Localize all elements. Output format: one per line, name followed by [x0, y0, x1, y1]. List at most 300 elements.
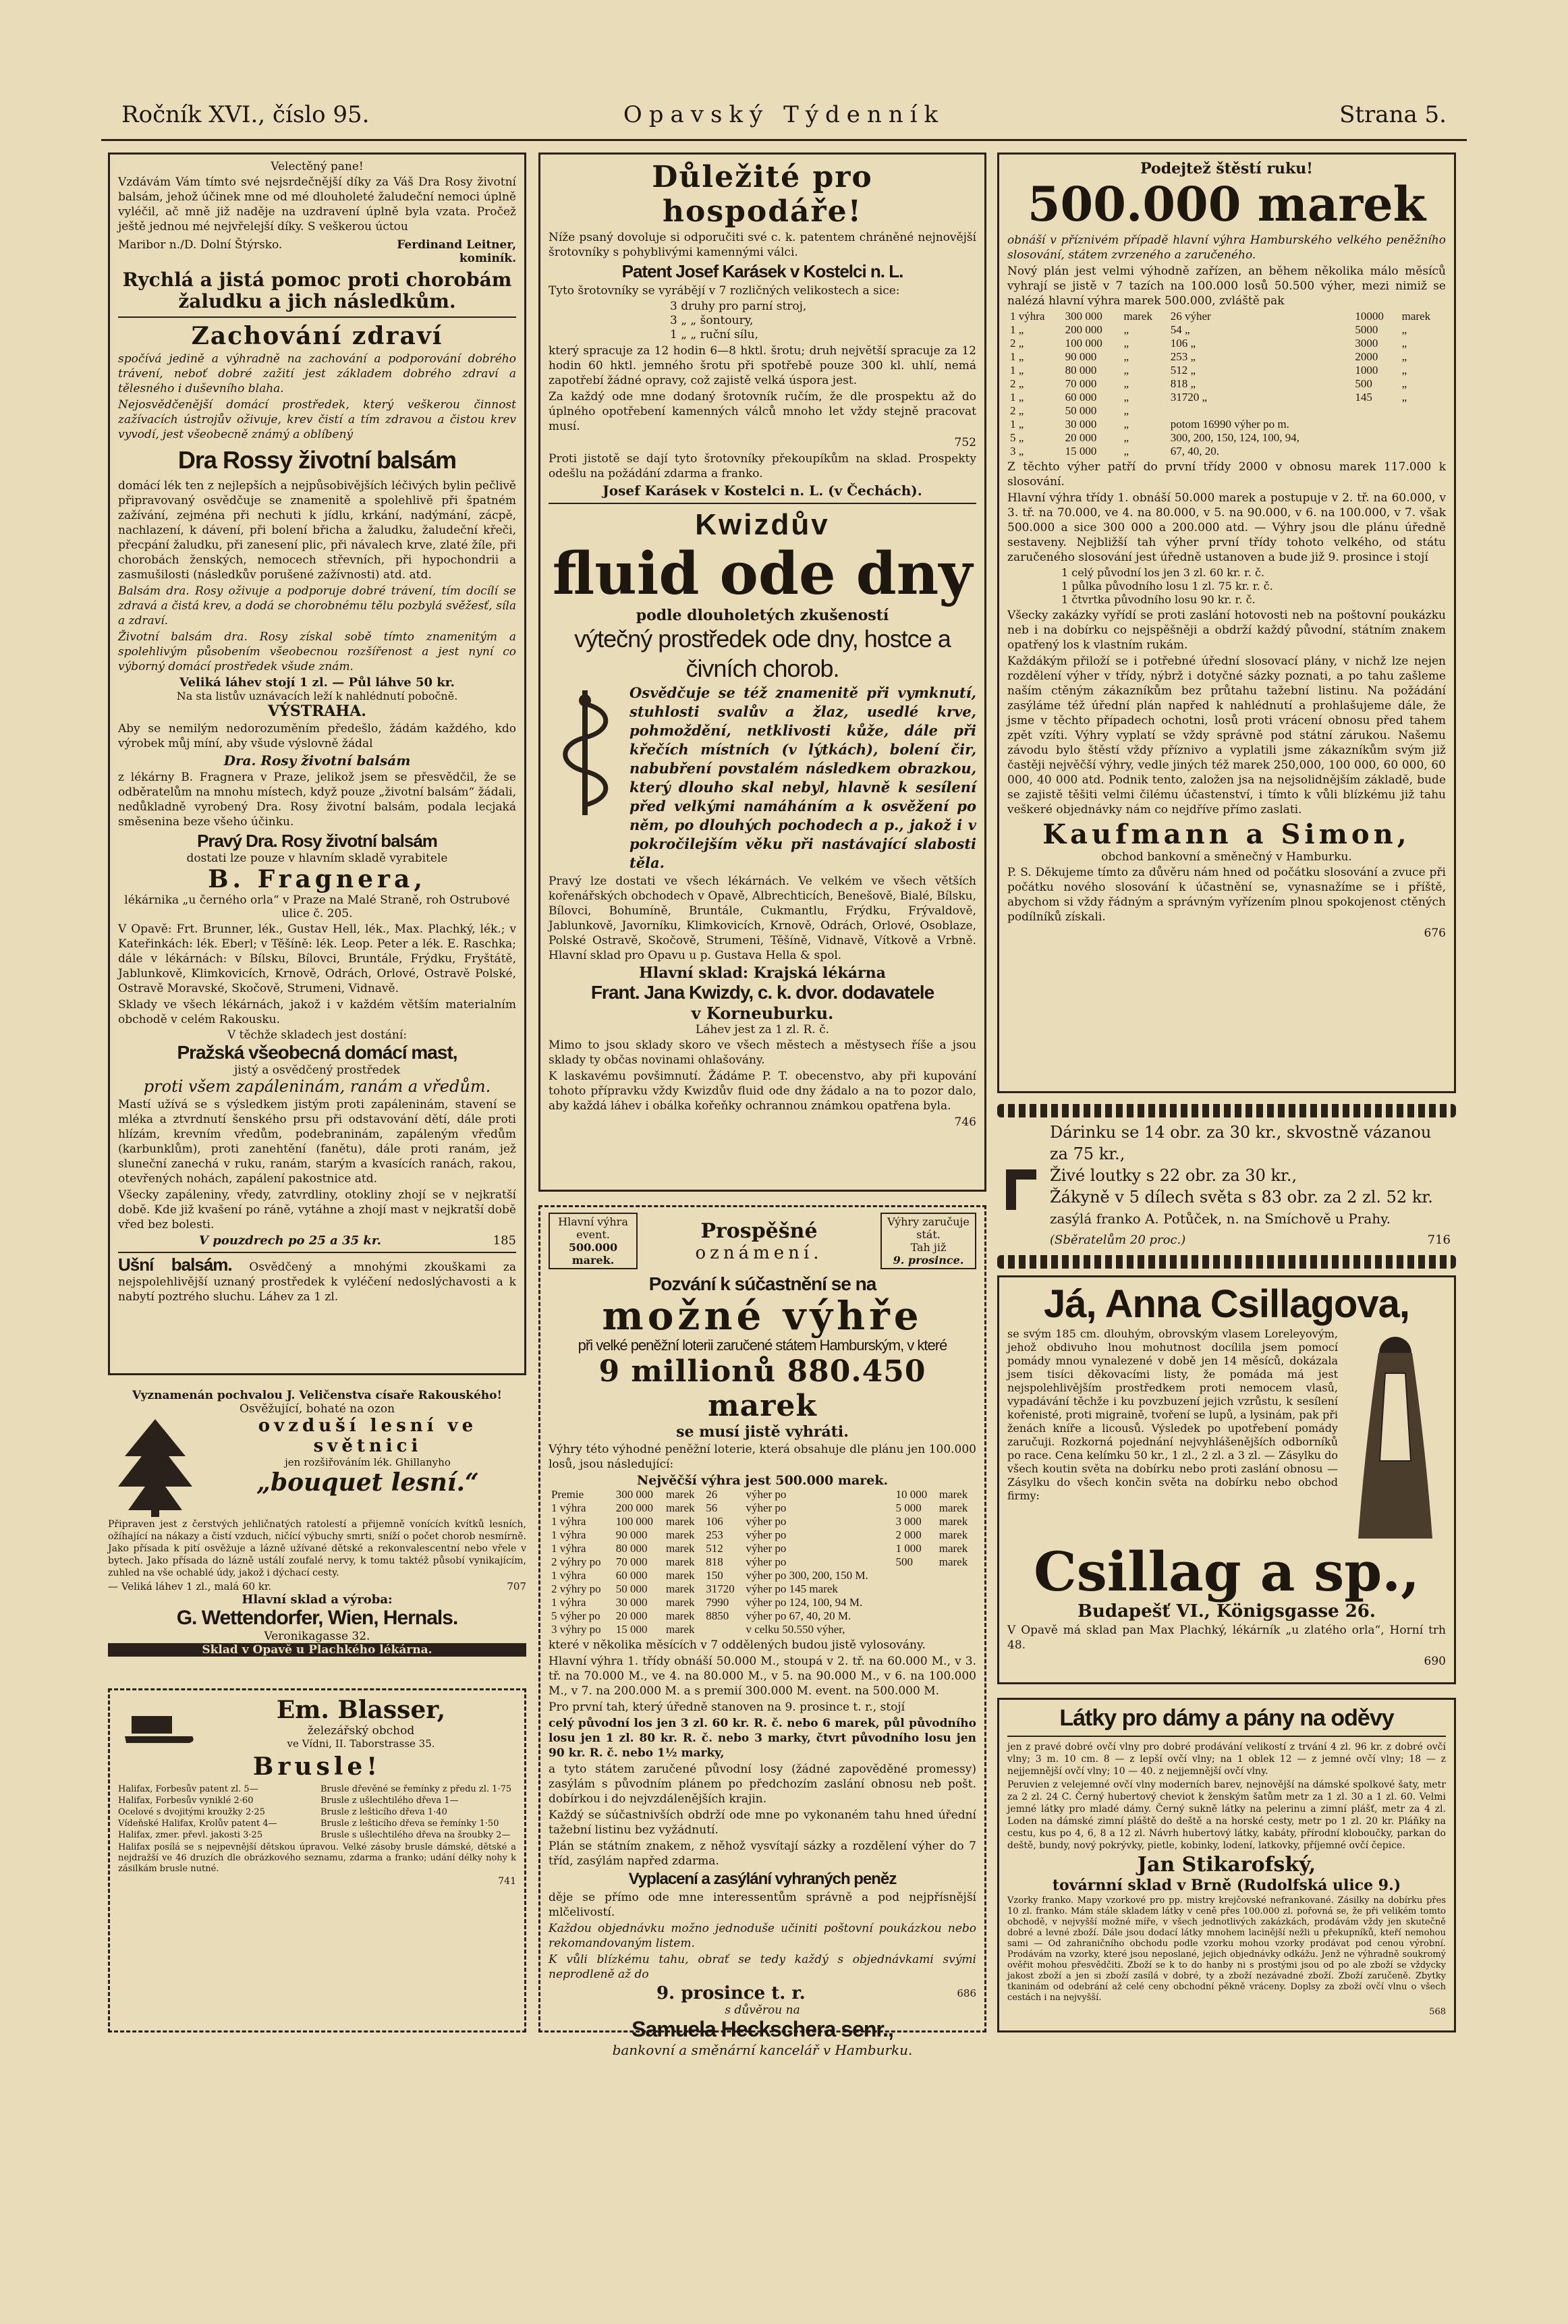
prize-cell: 145 [1355, 391, 1372, 404]
luck-body3: Hlavní výhra třídy 1. obnáší 50.000 marek a postupuje v 2. tř. na 60.000, v 3. tř. na 70.000, ve 4. na 80.000, v 5. na 90.000, v 6. na 100.000, v 7. však 500.000 a sice 300 000 a 200.000 atd. — Výhry jsou dle plánu úředně sestaveny. Nejbližší tah výher první třídy tohoto velkého, od státu zaručeného slosování jest úředně ustanoven a bude již 9. prosince i stojí [1007, 491, 1446, 564]
lesni-body: Připraven jest z čerstvých jehličnatých ratolestí a přijemně vonících kvítků lesních, ožíhající na nákazy a čistí vzduch, ničící výbuchy smrti, sníží o počet chorob nesmírně. Jako přísada k pití osvěžuje a lázně užívané dětské a rekonvalescentní nebo vřele v bytech. Jako přísada do lázně ustálí zoufalé nervy, k tomu taktéž působí vynikajícím, zuhled na vše ochablé údy, jakož i dýchací cesty. [108, 1519, 526, 1578]
stores: Sklady ve všech lékárnách, jakož i v každém větším materialním obchodě v celém Rakousku. [118, 998, 516, 1026]
prize-cell [1399, 404, 1446, 418]
lot-amount: 9 millionů 880.450 marek [598, 1354, 926, 1423]
luck-head: Podejtež štěstí ruku! [1140, 160, 1313, 177]
balsam-body: domácí lék ten z nejlepších a nejpůsobivějších léčivých bylin pečlivě připravovaný osvědčuje se znamenitě a spolehlivě při špatném zažívání, zejména při nechuti k jídlu, krkání, nadýmání, zácpě, nachlazení, k dávení, při bolení břicha a žaludku, žaludeční křeči, přecpání žaludku, při zanesení plic, při návalech krve, zlaté žíle, při chorobách ženských, nemocech střevních, při hypochondrii a zasmušilosti (následkův porušené zažívnosti) atd. atd. [118, 479, 516, 582]
prize-cell: 20 000 [615, 1609, 648, 1622]
prize-cell: 60 000 [615, 1569, 648, 1582]
prize-cell: „ [1401, 391, 1407, 404]
prize-cell: 200 000 [1065, 323, 1102, 336]
blasser-name: Em. Blasser, [276, 1696, 446, 1724]
prize-cell [893, 1582, 936, 1596]
prize-cell: 3 „ [1010, 445, 1024, 458]
karasek-desc: Tyto šrotovníky se vyrábějí v 7 rozličných velikostech a sice: [549, 284, 900, 298]
skate-item: Brusle z lešticího dřeva se řemínky 1·50 [320, 1819, 499, 1829]
prize-cell: marek [665, 1515, 695, 1528]
corner-right: Výhry zaručuje stát. Tah již 9. prosince. [880, 1213, 976, 1269]
skate-item: Brusle dřevěné se řemínky z předu zl. 1·75 [320, 1784, 512, 1794]
potucek-l3: Žákyně v 5 dílech světa s 83 obr. za 2 zl. 52 kr. [1050, 1188, 1433, 1207]
prize-cell: 3000 [1355, 337, 1378, 350]
prize-row [549, 1582, 976, 1596]
lot-pay2: děje se přímo ode mne interessentům správně a pod nejpřísnější mlčelivostí. [549, 1891, 976, 1919]
lot-sub: při velké peněžní loterii zaručené státem Hamburským, v které [578, 1337, 947, 1354]
karasek-code: 752 [954, 436, 976, 449]
prize-cell [1168, 404, 1353, 418]
prize-cell: 26 [706, 1488, 718, 1501]
kwizda-title: Kwizdův [695, 508, 830, 541]
ice-skate-icon [118, 1696, 199, 1750]
prize-cell: výher po 300, 200, 150 M. [746, 1569, 868, 1582]
prize-cell: marek [665, 1609, 695, 1622]
luck-body5: Každákým přiloží se i potřebné úřední slosovací plány, v nichž lze nejen rozdělení výher v třídy, nýbrž i dotyčné sázky poznati, a po tahu zašleme naším ctěným zákazníkům bez průtahu tažební listinu. Na požádání zasýláme též úřední plán napřed k nahlédnutí a prohlašujeme dále, že jsme v těchto případech ochotni, losů proti vrácení obnosu před tahem zpět vzíti. Výhry vyplatí se vždy správně pod státní zárukou. Našemu závodu bylo štěstí vždy příznivo a vyplatili jsme zákazníkům svým již častěji nejvěčší výhry, vedle jiných též marek 250,000, 100 000, 60 000, 60 000, 40 000 atd. Podnik tento, založen jsa na nejsolidnějším základě, bude se zajistě těšiti velmi čilému účastenství, i tímto k vůli blízkému již tahu veškeré objednávky nám co nejdříve přímo zaslati. [1007, 655, 1446, 817]
prize-cell: marek [1123, 310, 1152, 323]
snake-staff-icon [549, 684, 623, 819]
prize-cell [936, 1609, 976, 1623]
prize-cell: 15 000 [1065, 445, 1097, 458]
lesni-title: ovzduší lesní ve světnici [258, 1416, 478, 1456]
karasek-desc3: Za každý ode mne dodaný šrotovník ručím, že dle prospektu až do úplného opotřebení kamenných válců mnoho let vždy stejně pracovat musí. [549, 390, 976, 433]
prize-cell: výher po [746, 1501, 787, 1514]
genuine-title: Pravý Dra. Rosy životní balsám [197, 831, 437, 851]
prize-cell [1399, 431, 1446, 445]
skate-item: Halifax, Forbesův vyniklé 2·60 [118, 1796, 254, 1806]
prize-cell: marek [665, 1501, 695, 1514]
prize-row [1007, 404, 1446, 418]
blasser-code: 741 [498, 1876, 516, 1887]
prize-cell: 3 výhry po [551, 1623, 601, 1636]
kwizda-price: Láhev jest za 1 zl. R. č. [695, 1023, 830, 1036]
lot-firm2: bankovní a směnární kancelář v Hamburku. [612, 2042, 913, 2058]
prize-cell: 500 [895, 1555, 914, 1568]
lot-pay: Vyplacení a zasýlání vyhraných peněz [628, 1870, 897, 1888]
luck-prize-table [1007, 310, 1446, 458]
prize-cell: 300 000 [615, 1488, 654, 1501]
lesni-maker: G. Wettendorfer, Wien, Hernals. [176, 1607, 458, 1629]
skate-item: Halifax, Forbesův patent zl. 5— [118, 1784, 258, 1794]
prize-cell: 90 000 [615, 1528, 648, 1541]
prize-cell: 1 výhra [551, 1542, 586, 1555]
prize-cell: 150 [706, 1569, 723, 1582]
luck-firm: Kaufmann a Simon, [1042, 819, 1411, 850]
lot-must: se musí jistě vyhráti. [676, 1423, 849, 1441]
warning-body: Aby se nemilým nedorozuměním předešlo, žádám každého, kdo výrobek můj míní, aby všude výslovně žádal [118, 722, 516, 750]
prize-cell: v celku 50.550 výher, [746, 1623, 845, 1636]
prize-cell: 5 výher po [551, 1609, 600, 1622]
latky-body2: Peruvien z velejemné ovčí vlny moderních barev, nejnovější na dámské spolkové šaty, metr za 2 zl. 24 C. Černý hubertový cheviot k ženským šatům metr za 1 zl. 30 a 1 zl. 60. Velmi jemné látky pro mladé dámy. Černý sukně látky na pelerinu a zimní plášť, metr za 4 zl. Loden na dámské zimní pláště do deště a na horské cesty, metr po 1 zl. 20 kr. Pláňky na cestu, kus po 4, 6, 8 a 12 zl. Návrh hubertový látky, kabáty, přírodní kloboučky, parkan do deště, bundy, nový pokrývky, pietle, kobinky, lodení, latkovky, příjemné ovčí čepice. [1007, 1779, 1446, 1851]
prize-cell [1352, 404, 1399, 418]
prize-cell: marek [665, 1555, 695, 1568]
blasser-note: Halifax posílá se s nejpevnější dětskou úpravou. Velké zásoby brusle dámské, dětské a nejdražší ve 46 druzích dle obrázkového seznamu, zdarma a franko; udání délky nohy k zásilkám brusle nutné. [118, 1842, 516, 1874]
potucek-l5: (Sběratelům 20 proc.) [1050, 1233, 1186, 1247]
prize-row [549, 1542, 976, 1555]
balsam-price: Veliká láhev stojí 1 zl. — Půl láhve 50 kr. [179, 675, 455, 690]
prize-cell [1352, 431, 1399, 445]
latky-body: jen z pravé dobré ovčí vlny pro dobré prodávání velikostí z trvání 4 zl. 96 kr. z dobré ovčí vlny; 3 m. 10 cm. 8 — z lepší ovčí vlny; na 1 oblek 12 — z jemné ovčí vlny; 18 — z nejjemnější ovčí vlny; 10 — 40. z nejjemnější ovčí vlny. [1007, 1742, 1446, 1777]
prize-cell: 3 000 [895, 1515, 922, 1528]
column-left [108, 153, 526, 2236]
blasser-title: Brusle! [252, 1752, 382, 1781]
luck-amount: 500.000 marek [1027, 176, 1426, 232]
lot-code: 686 [957, 1987, 976, 1999]
luck-price: 1 půlka původního losu 1 zl. 75 kr. r. č. [1061, 580, 1273, 592]
prize-cell: 100 000 [615, 1515, 654, 1528]
pointing-hand-icon [1003, 1149, 1043, 1223]
prize-cell: „ [1123, 418, 1129, 431]
prize-cell: 26 výher [1170, 310, 1211, 323]
prize-cell: 1 výhra [551, 1528, 586, 1541]
kwizda-note: Mimo to jsou sklady skoro ve všech městech a městysech říše a jsou sklady ty občas novinami ohlašovány. [549, 1039, 976, 1067]
prize-cell: 1 000 [895, 1542, 922, 1555]
maker-name: B. Fragnera, [208, 865, 426, 893]
prize-cell: výher po [746, 1542, 787, 1555]
luck-body4: Všecky zakázky vyřídí se proti zaslání hotovosti neb na poštovní poukázku neb i na dobírku co nejspěšněji a obdrží každý původní, státním znakem opatřený los k vlastním rukám. [1007, 609, 1446, 652]
prize-cell: 1000 [1355, 364, 1378, 377]
luck-body2: Z těchto výher patří do první třídy 2000 v obnosu marek 117.000 k slosování. [1007, 460, 1446, 489]
luck-body: Nový plán jest velmi výhodně zařízen, an během několika málo měsíců vyhrají se jistě v 7 tazích na 100.000 losů 50.500 výher, mezi nimiž se nalézá hlavní výhra marek 500.000, zvláště pak [1007, 265, 1446, 308]
salve-title: Pražská všeobecná domácí mast, [177, 1042, 457, 1063]
karasek-intro: Níže psaný dovoluje si odporučiti své c. k. patentem chráněné nejnovější šrotovníky s pohyblivými kamennými válci. [549, 231, 976, 259]
stores2: V těchže skladech jest dostání: [227, 1028, 408, 1042]
latky-firm: Jan Stikarofský, [1137, 1853, 1316, 1877]
prize-cell: „ [1123, 445, 1129, 458]
chain-border [997, 1104, 1456, 1117]
issue-number: Ročník XVI., číslo 95. [121, 101, 370, 128]
maker-address: lékárnika „u černého orla“ v Praze na Malé Straně, roh Ostrubové ulice č. 205. [124, 893, 510, 920]
prize-row [1007, 391, 1446, 404]
prize-cell: 31720 „ [1170, 391, 1208, 404]
prize-cell: výher po [746, 1488, 787, 1501]
prize-cell: 70 000 [1065, 377, 1097, 390]
luck-price: 1 celý původní los jen 3 zl. 60 kr. r. č. [1061, 566, 1265, 579]
prize-cell: 50 000 [615, 1582, 648, 1595]
prize-cell: 30 000 [615, 1596, 648, 1609]
fir-tree-icon [108, 1416, 202, 1517]
prize-cell [1352, 418, 1399, 431]
prize-cell: marek [939, 1501, 968, 1514]
ear-body: Osvědčený a mnohými zkouškami za nejspolehlivější uznaný prostředek k vyléčení nedoslýchavosti a k nabytí poztrého sluchu. Láhev za 1 zl. [118, 1261, 517, 1304]
prize-cell: marek [665, 1569, 695, 1582]
prize-cell: „ [1123, 404, 1129, 417]
prize-row [549, 1623, 976, 1636]
csillag-body: se svým 185 cm. dlouhým, obrovským vlasem Loreleyovým, jehož obdivuho lnou mohutnost docílila jsem pomocí pomády mnou vynalezené v době jen 14 měsíců, dokázala jsem tisíci děkovacími listy, že pomáda má jest nejspolehlivějším prostředkem proti nemocem vlasů, vypadávání těchže i ku povzbuzení jejich vzrůstu, k sesílení kořenisté, proti migraině, tvoření se lupů, a lysinám, pak při ženách kníře a licousů. Výsledek po upotřebení pomády zaručuji. Rozkorná pojednání nejvyhlášenějších odborníků po race. Cena kelímku 50 kr., 1 zl., 2 zl. a 3 zl. — Zásylku do všech koutin světa na dobírku nebo proti zaslání obnosu — Zásylku do všech končin světa na dobírku nebo obchod firmy: [1007, 1327, 1338, 1502]
prize-cell [703, 1623, 743, 1636]
prize-cell: 2000 [1355, 350, 1378, 363]
prize-row [549, 1609, 976, 1623]
luck-price: 1 čtvrtka původního losu 90 kr. r. č. [1061, 593, 1256, 606]
prize-row [1007, 323, 1446, 337]
prize-cell [936, 1569, 976, 1582]
prize-cell: 7990 [706, 1596, 729, 1609]
karasek-title: Důležité pro hospodáře! [652, 160, 873, 229]
lesni-bar: Sklad v Opavě u Plachkého lékárna. [108, 1643, 526, 1657]
prize-row [1007, 445, 1446, 458]
skate-item: Brusle s ušlechtilého dřeva na šroubky 2— [320, 1830, 511, 1840]
lesni-product: „bouquet lesní.“ [256, 1468, 479, 1497]
corner-left: Hlavní výhra event. 500.000 marek. [549, 1213, 638, 1269]
lot-note2: K vůli blízkému tahu, obrať se tedy každý s objednávkami svými neprodleně až do [549, 1953, 976, 1981]
csillag-firm: Csillag a sp., [1034, 1540, 1420, 1603]
warning-body2: z lékárny B. Fragnera v Praze, jelikož jsem se přesvědčil, že se odběratelům na mnohu místech, když pouze „životní balsám“ žádali, nedůkladně vyrobený Dra. Rosy životní balsám, podala lecjaká směsenina beze všeho účinku. [118, 771, 516, 829]
prize-cell: marek [1401, 310, 1431, 323]
prize-row [549, 1515, 976, 1528]
balsam-intro2: Nejosvědčenější domácí prostředek, který veškerou činnost zažívacích ústrojův oživuje, krev čistí a tím zdravou a čistou krev vyvodí, jest všeobecně známý a oblíbený [118, 398, 516, 441]
blasser-sub: železářský obchod [307, 1724, 415, 1738]
prize-cell: výher po [746, 1515, 787, 1528]
kwizda-body: Pravý lze dostati ve všech lékárnách. Ve velkém ve všech větších kořenářských obchodech v Opavě, Albrechticích, Benešově, Bialé, Bílsku, Bílovci, Bohumíně, Bruntále, Cukmantlu, Frýdku, Frývaldově, Jablunkově, Javorníku, Klimkovicích, Krnově, Odrách, Orlové, Osoblaze, Polské Ostravě, Skočově, Strumeni, Těšíně, Vidnavě, Vítkově a Vrbně. Hlavní sklad pro Opavu u p. Gustava Hella & spol. [549, 875, 976, 962]
kwizda-code: 746 [954, 1115, 976, 1129]
prize-cell: 50 000 [1065, 404, 1097, 417]
latky-title: Látky pro dámy a pány na oděvy [1059, 1705, 1394, 1731]
prize-cell: marek [665, 1623, 695, 1636]
prize-cell: 512 [706, 1542, 723, 1555]
prize-cell: 5 „ [1010, 431, 1024, 444]
prize-row [1007, 418, 1446, 431]
balsam-body2: Balsám dra. Rosy oživuje a podporuje dobré trávení, tím docílí se zdravá a čistá krev, a dodá se chorobnému tělu pozbylá svěžesť, síla a zdraví. [118, 584, 516, 628]
salve-sub: jistý a osvědčený prostředek [233, 1063, 401, 1077]
prize-cell [1399, 418, 1446, 431]
prize-row [1007, 350, 1446, 364]
salve-body: Mastí užívá se s výsledkem jistým proti zapáleninám, stavení se mléka a ztvrdnutí šenského prsu při odstavování dětí, dále proti hlízám, krevním vředům, podebraninám, zapáleným vředům (karbunklům), proti zanehtění (fanětu), dále proti ranám, jež sluneční zanechá v ruku, ranám, starým a kvasících ranách, rakou, otevřených nohách, zapálení pakostnice atd. [118, 1098, 516, 1186]
prize-row [1007, 364, 1446, 377]
potucek-l1: Dárinku se 14 obr. za 30 kr., skvostně vázanou za 75 kr., [1050, 1123, 1432, 1163]
prize-row [1007, 337, 1446, 350]
lot-prices: celý původní los jen 3 zl. 60 kr. R. č. nebo 6 marek, půl původního losu jen 1 zl. 80 kr. R. č. nebo 3 marky, čtvrt původního losu jen 90 kr. R. č. nebo 1½ marky, [549, 1717, 976, 1760]
karasek-kwizda-ad [538, 153, 986, 1192]
skate-item: Halifax, zmer. převl. jakosti 3·25 [118, 1830, 263, 1840]
lot-note1: Každou objednávku možno jednoduše učiniti poštovní poukázkou nebo rekomandovaným listem. [549, 1922, 976, 1950]
thanks-signer: Ferdinand Leitner, kominík. [397, 238, 516, 265]
lot-top: Nejvěčší výhra jest 500.000 marek. [636, 1473, 889, 1488]
prize-cell: „ [1123, 391, 1129, 404]
lot-body5: Každý se súčastnivších obdrží ode mne po vykonaném tahu hned úřední tažební listinu bez vyžádnutí. [549, 1808, 976, 1837]
kwizda-maker: Frant. Jana Kwizdy, c. k. dvor. dodavatele [590, 982, 934, 1003]
chain-border [997, 1255, 1456, 1269]
warning-title: VÝSTRAHA. [268, 702, 366, 720]
balsam-title: Zachování zdraví [191, 322, 443, 350]
prize-cell: 2 výhry po [551, 1555, 601, 1568]
lot-body2: Hlavní výhra 1. třídy obnáší 50.000 M., stoupá v 2. tř. na 60.000 M., v 3. tř. na 70.000 M., ve 4. na 80.000 M., v 5. na 90.000 M., v 6. na 100.000 M., v 7. na 200.000 M. a s premií 300.000 M. event. na 500.000 M. [549, 1655, 976, 1698]
prize-cell: „ [1401, 364, 1407, 377]
balsam-price2: Na sta listův uznávacích leží k nahlédnutí pobočně. [176, 690, 458, 702]
prize-cell: „ [1123, 364, 1129, 377]
prize-cell: 253 „ [1170, 350, 1196, 363]
karasek-patent: Patent Josef Karásek v Kostelci n. L. [621, 261, 903, 281]
prize-cell: 1 „ [1010, 418, 1024, 431]
thanks-body: Vzdávám Vám tímto své nejsrdečnější díky za Váš Dra Rosy životní balsám, jehož účinek mne od mé dlouholeté žaludeční nemoci úplně vyléčil, ač mně již naděje na uzdravení úplně byla vzata. Pročež ještě jednou mé nejvřelejší díky. S veškerou úctou [118, 175, 516, 233]
kwizda-big: fluid ode dny [552, 540, 973, 608]
salve-price: V pouzdrech po 25 a 35 kr. [199, 1234, 381, 1248]
prize-cell: 100 000 [1065, 337, 1102, 350]
karasek-size: 3 druhy pro parní stroj, [670, 300, 807, 313]
kwizda-sub2: výtečný prostředek ode dny, hostce a čivních chorob. [574, 625, 951, 682]
prize-cell: 80 000 [615, 1542, 648, 1555]
warning-name: Dra. Rosy životní balsám [223, 752, 411, 769]
kwizda-sub: podle dlouholetých zkušeností [636, 607, 889, 624]
csillag-ad [997, 1275, 1456, 1684]
salve-body2: Všecky zapáleniny, vředy, zatvrdliny, otokliny zhojí se v nejkratší době. Kde již kvašení po ráně, vytáhne a zhojí mast v nejkratší době vřed bez bolesti. [118, 1188, 516, 1232]
karasek-size: 1 „ „ ruční sílu, [670, 328, 758, 341]
prize-cell: marek [939, 1488, 968, 1501]
prize-cell: marek [665, 1596, 695, 1609]
lesni-sub: Osvěžující, bohaté na ozon [239, 1402, 395, 1416]
lesni-store: Hlavní sklad a výroba: [242, 1593, 393, 1607]
potucek-l2: Živé loutky s 22 obr. za 30 kr., [1050, 1166, 1297, 1185]
kwizda-store: Hlavní sklad: Krajská lékárna [639, 964, 886, 982]
prize-row [549, 1596, 976, 1609]
lot-body3: Pro první tah, který úředně stanoven na 9. prosince t. r., stojí [549, 1700, 905, 1714]
prize-cell: 20 000 [1065, 431, 1097, 444]
lot-date: 9. prosince t. r. [656, 1983, 806, 2003]
lot-trust: s důvěrou na [725, 2003, 800, 2017]
prize-cell: 300, 200, 150, 124, 100, 94, [1170, 431, 1300, 444]
karasek-size: 3 „ „ šontoury, [670, 314, 754, 327]
prize-cell: potom 16990 výher po m. [1170, 418, 1289, 431]
lot-head2: oznámení. [695, 1242, 823, 1263]
prize-cell: 30 000 [1065, 418, 1097, 431]
prize-cell: 2 „ [1010, 377, 1024, 390]
thanks-headline: Rychlá a jistá pomoc proti chorobám žaludku a jich následkům. [122, 269, 512, 312]
prize-cell: marek [665, 1542, 695, 1555]
prize-cell: výher po [746, 1555, 787, 1568]
lot-body: které v několika měsících v 7 oddělených budou jistě vylosovány. [549, 1638, 926, 1652]
kwizda-uses: Osvědčuje se též znamenitě při vymknutí, stuhlosti svalův a žlaz, usedlé krve, pohmoždění, netklivosti kůže, dále při křečích místních (v lýtkách), bolení čir, nabubření povstalém následkem obrazkou, který dlouho skal nebyl, hlavně k sesílení před velkými namáháním a k osvěžení po něm, po dlouhých pochodech a p., jakož i v pokročilejším věku při nastávající slabosti těla. [629, 684, 976, 871]
lot-firm: Samuela Heckschera senr., [632, 2017, 893, 2041]
prize-cell: 1 „ [1010, 364, 1024, 377]
heckscher-ad [538, 1205, 986, 2058]
prize-cell: 1 „ [1010, 391, 1024, 404]
kwizda-city: v Korneuburku. [691, 1003, 834, 1023]
karasek-sign: Josef Karásek v Kostelci n. L. (v Čechách). [603, 482, 922, 499]
prize-cell: výher po 124, 100, 94 M. [746, 1596, 863, 1609]
latky-body3: Vzorky franko. Mapy vzorkové pro pp. mistry krejčovské nefrankované. Zásilky na dobírku přes 10 zl. franko. Mám stále skladem látky v ceně přes 100.000 zl. pořovná se, že při velikém tomto obchodě, v nejvyšší možné míře, v všech jednotlivých zakázkách, prodávám vždy jen skutečně dobré a levné zboží. Dále jsou dodací látky mnohem lacinější nežli u překupníků, kteří nemohou sami — Od zahraničního obchodu podle vzorku mohou vzorky prodávat pod cenou výrobní. Prodávám na vzorky, které jsou neposlané, jejich objednávky odkážu. Jenž ne výhradně soukromý ověřit mohou přesvědčiti. Zboží se k to do hanby ni s prostými jsou od po ale zboží se vždycky jakost zboží a jen si zboží zasílá v dobré, ty a zboží nezávadné zboží. Zboží zaručeně. Zbytky tkaninám od odebrání až celé ceny obchodní pěkně vráceny. Doplsy za zboží ovčí vlnu o všech cestách i na nejvyšší. [1007, 1896, 1446, 2003]
prize-cell: „ [1123, 337, 1129, 350]
prize-cell: marek [665, 1582, 695, 1595]
prize-cell: 2 „ [1010, 337, 1024, 350]
prize-cell: 90 000 [1065, 350, 1097, 363]
prize-cell: 8850 [706, 1609, 729, 1622]
prize-cell: „ [1123, 323, 1129, 336]
kaufmann-ad [997, 153, 1456, 1093]
prize-cell: 10000 [1355, 310, 1384, 323]
prize-cell: „ [1123, 350, 1129, 363]
salve-tag: proti všem zapáleninám, ranám a vředům. [143, 1077, 491, 1096]
lesni-top: Vyznamenán pochvalou J. Veličenstva císaře Rakouského! [132, 1389, 502, 1402]
csillag-opava: V Opavě má sklad pan Max Plachký, lékárník „u zlatého orla“, Horní trh 48. [1007, 1624, 1446, 1652]
prize-row [549, 1488, 976, 1501]
prize-cell: 1 výhra [551, 1515, 586, 1528]
prize-row [549, 1555, 976, 1569]
potucek-code: 716 [1427, 1233, 1451, 1247]
karasek-desc2: který spracuje za 12 hodin 6—8 hktl. šrotu; druh největší spracuje za 12 hodin 60 hktl. jemného šrotu při spotřebě pouze 300 kl. uhlí, nemá zapotřebí žádné opravy, což zajistě velká úspora jest. [549, 344, 976, 387]
prize-cell: 2 „ [1010, 404, 1024, 417]
column-right [997, 153, 1456, 2236]
prize-cell: „ [1123, 431, 1129, 444]
skate-item: Ocelové s dvojitými kroužky 2·25 [118, 1807, 265, 1817]
prize-cell [936, 1582, 976, 1596]
prize-cell: 253 [706, 1528, 723, 1541]
prize-cell: 15 000 [615, 1623, 648, 1636]
prize-cell: 2 výhry po [551, 1582, 601, 1595]
kwizda-warn: K laskavému povšimnutí. Žádáme P. T. obecenstvo, aby při kupování tohoto přípravku vždy Kwizdův fluid ode dny žádalo a na to pozor dalo, aby každá láhev i obálka kořeňky ochrannou známkou opatřena byla. [549, 1070, 976, 1113]
karasek-desc4: Proti jistotě se dají tyto šrotovníky překoupíkům na sklad. Prospekty odešlu na požádání zdarma a franko. [549, 452, 976, 480]
prize-cell: výher po [746, 1528, 787, 1541]
prize-cell: výher po 145 marek [746, 1582, 838, 1595]
lot-body6: Plán se státním znakem, z něhož vysvítají sázky a rozdělení výher do 7 tříd, zasýlám napřed zdarma. [549, 1839, 976, 1868]
prize-row [1007, 377, 1446, 391]
prize-cell: marek [939, 1528, 968, 1541]
balsam-intro: spočívá jedině a výhradně na zachování a podporování dobrého trávení, neboť dobré zažití jest základem dobrého zdraví a tělesného i duševního blaha. [118, 352, 516, 395]
latky-firm2: továrnní sklad v Brně (Rudolfská ulice 9.) [1052, 1877, 1401, 1894]
prize-cell: 5 000 [895, 1501, 922, 1514]
prize-cell [936, 1623, 976, 1636]
lot-desc: Výhry této výhodné peněžní loterie, která obsahuje dle plánu jen 100.000 losů, jsou následující: [549, 1443, 976, 1471]
prize-cell [1399, 445, 1446, 458]
prize-cell: 67, 40, 20. [1170, 445, 1220, 458]
lesni-price: — Veliká láhev 1 zl., malá 60 kr. [108, 1580, 272, 1593]
prize-cell: „ [1401, 377, 1407, 390]
luck-sub: obnáší v příznivém případě hlavní výhra Hamburského velkého peněžního slosování, státem zvrzeného a zaručeného. [1007, 233, 1446, 262]
csillag-code: 690 [1424, 1655, 1446, 1668]
lot-body4: a tyto státem zaručené původní losy (žádné zapověděné promessy) zasýlám s původním plánem po předchozím zaslání obnosu neb pošt. dobírkou i do nejvzdálenějších krajin. [549, 1763, 976, 1806]
prize-cell: 1 „ [1010, 323, 1024, 336]
newspaper-title: Opavský Týdenník [623, 101, 945, 128]
prize-cell [893, 1623, 936, 1636]
prize-cell: 512 „ [1170, 364, 1196, 377]
lot-head1: Prospěšné [700, 1219, 818, 1243]
genuine-sub: dostati lze pouze v hlavním skladě vyrabitele [186, 852, 448, 865]
prize-table [549, 1488, 976, 1636]
prize-cell: 818 „ [1170, 377, 1196, 390]
page-header [121, 101, 1447, 142]
prize-cell: 1 výhra [551, 1501, 586, 1514]
luck-ps: P. S. Děkujeme tímto za důvěru nám hned od počátku slosování a zvuce při počátku nového slosování k účastnění se, vynasnažíme se i příště, abychom si vždy řádným a správným vyřízením plnou spokojenost ctěných podílníků získali. [1007, 866, 1446, 924]
prize-cell: 1 výhra [1010, 310, 1045, 323]
salve-code: 185 [493, 1234, 516, 1248]
prize-cell: Premie [551, 1488, 584, 1501]
prize-cell: 1 „ [1010, 350, 1024, 363]
balsam-product: Dra Rossy životní balsám [177, 446, 457, 474]
balsam-ad [108, 153, 526, 1375]
prize-cell: 60 000 [1065, 391, 1097, 404]
skate-item: Brusle z ušlechtilého dřeva 1— [320, 1796, 459, 1806]
blasser-addr: ve Vídni, II. Taborstrasse 35. [287, 1738, 435, 1750]
lesni-addr: Veronikagasse 32. [264, 1630, 370, 1643]
prize-row [549, 1528, 976, 1542]
luck-firm2: obchod bankovní a směnečný v Hamburku. [1101, 850, 1352, 864]
prize-cell: marek [939, 1542, 968, 1555]
prize-cell [1352, 445, 1399, 458]
csillag-title: Já, Anna Csillagova, [1044, 1282, 1409, 1326]
prize-cell: 10 000 [895, 1488, 928, 1501]
prize-cell: 31720 [706, 1582, 735, 1595]
blasser-ad [108, 1688, 526, 2032]
ear-title: Ušní balsám. [118, 1254, 232, 1275]
prize-cell: 2 000 [895, 1528, 922, 1541]
prize-cell: 500 [1355, 377, 1372, 390]
lesni-ad [108, 1389, 526, 1679]
prize-row [549, 1569, 976, 1582]
prize-cell: marek [665, 1488, 695, 1501]
luck-code: 676 [1424, 926, 1446, 940]
thanks-place: Maribor n./D. Dolní Štýrsko. [118, 238, 283, 252]
long-hair-woman-icon [1345, 1326, 1446, 1542]
prize-cell: „ [1123, 377, 1129, 390]
prize-cell: 70 000 [615, 1555, 648, 1568]
prize-cell [936, 1596, 976, 1609]
balsam-body3: Životní balsám dra. Rosy získal sobě tímto znamenitým a spolehlivým působením všeobecnou rozšířenost a jest nyní co výborný domácí prostředek všude znám. [118, 630, 516, 673]
stikarofsky-ad [997, 1698, 1456, 2032]
